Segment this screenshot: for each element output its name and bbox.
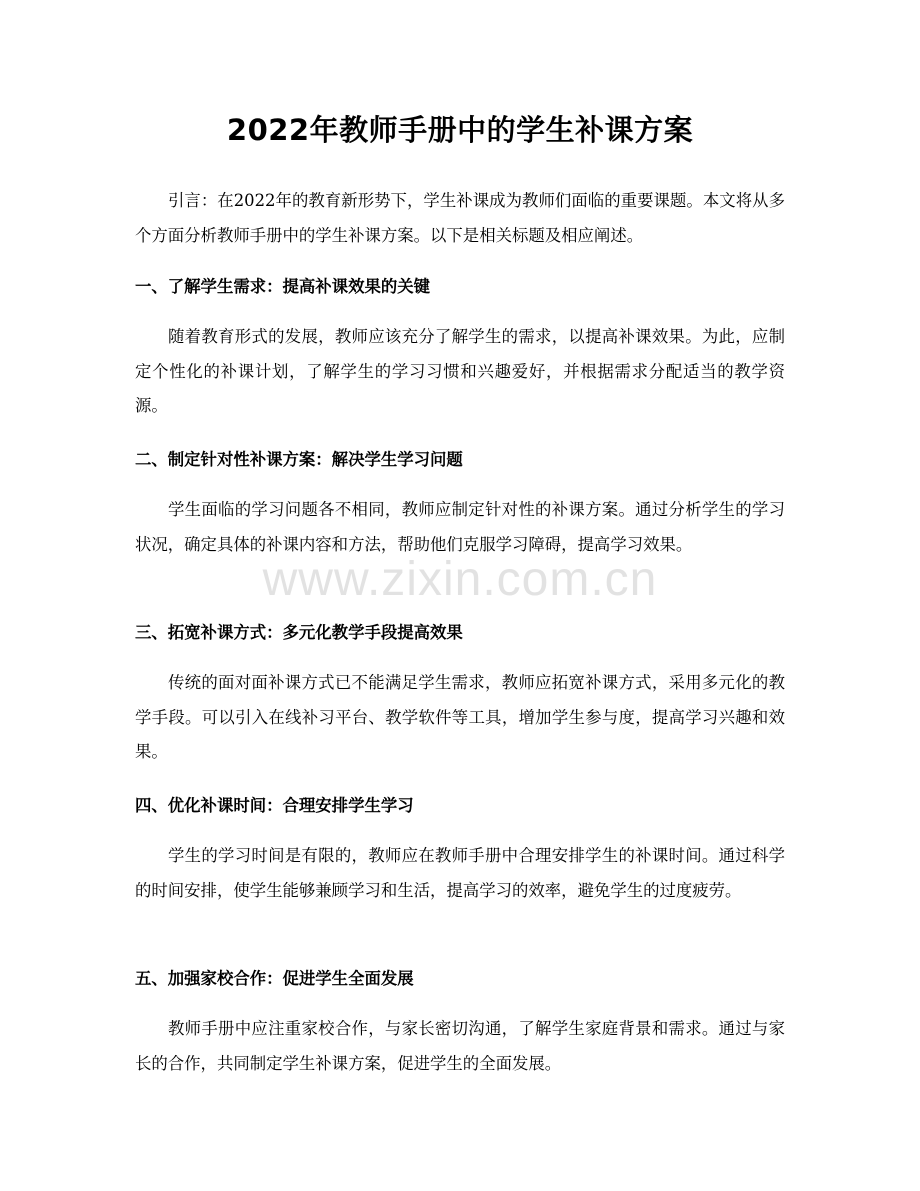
document-title: 2022年教师手册中的学生补课方案 (226, 113, 694, 147)
section-4-heading: 四、优化补课时间：合理安排学生学习 (135, 796, 414, 815)
section-5-heading: 五、加强家校合作：促进学生全面发展 (135, 969, 414, 988)
section-2-body: 学生面临的学习问题各不相同，教师应制定针对性的补课方案。通过分析学生的学习状况，确定具体的补课内容和方法，帮助他们克服学习障碍，提高学习效果。 (135, 500, 785, 554)
section-1-body: 随着教育形式的发展，教师应该充分了解学生的需求，以提高补课效果。为此，应制定个性化的补课计划，了解学生的学习习惯和兴趣爱好，并根据需求分配适当的教学资源。 (135, 327, 785, 415)
watermark: www.zixin.com.cn (262, 553, 658, 606)
section-2-heading: 二、制定针对性补课方案：解决学生学习问题 (135, 450, 463, 469)
intro-paragraph: 引言：在2022年的教育新形势下，学生补课成为教师们面临的重要课题。本文将从多个方面分析教师手册中的学生补课方案。以下是相关标题及相应阐述。 (135, 191, 785, 245)
section-1-heading: 一、了解学生需求：提高补课效果的关键 (135, 277, 431, 296)
section-3-body: 传统的面对面补课方式已不能满足学生需求，教师应拓宽补课方式，采用多元化的教学手段。可以引入在线补习平台、教学软件等工具，增加学生参与度，提高学习兴趣和效果。 (135, 673, 785, 761)
section-3-heading: 三、拓宽补课方式：多元化教学手段提高效果 (135, 623, 463, 642)
section-5-body: 教师手册中应注重家校合作，与家长密切沟通，了解学生家庭背景和需求。通过与家长的合作，共同制定学生补课方案，促进学生的全面发展。 (135, 1019, 785, 1073)
section-4-body: 学生的学习时间是有限的，教师应在教师手册中合理安排学生的补课时间。通过科学的时间安排，使学生能够兼顾学习和生活，提高学习的效率，避免学生的过度疲劳。 (135, 846, 785, 900)
